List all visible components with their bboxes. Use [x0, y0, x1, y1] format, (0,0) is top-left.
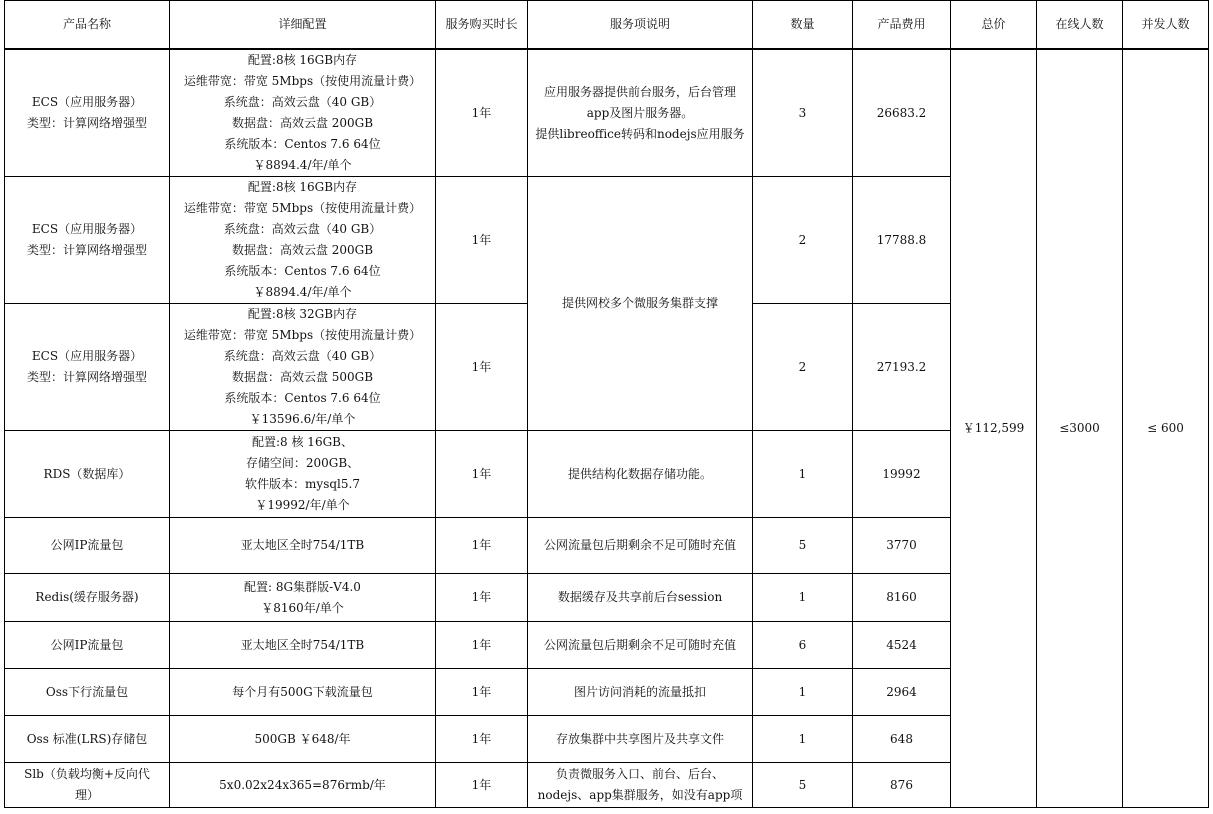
header-total-price: 总价 — [951, 1, 1037, 50]
table-row — [5, 49, 1209, 177]
header-duration: 服务购买时长 — [436, 1, 528, 50]
quantity-cell: 6 — [753, 622, 853, 669]
header-cost: 产品费用 — [853, 1, 951, 50]
product-name-cell: Slb（负载均衡+反向代 理） — [5, 763, 170, 808]
quantity-cell: 1 — [753, 716, 853, 763]
header-product-name: 产品名称 — [5, 1, 170, 50]
cost-cell: 4524 — [853, 622, 951, 669]
total-price-cell: ￥112,599 — [951, 49, 1037, 808]
duration-cell: 1年 — [436, 716, 528, 763]
duration-cell: 1年 — [436, 304, 528, 431]
header-row — [5, 1, 1209, 50]
cost-cell: 8160 — [853, 574, 951, 622]
service-cell: 提供结构化数据存储功能。 — [528, 431, 753, 518]
product-name-cell: ECS（应用服务器） 类型：计算网络增强型 — [5, 49, 170, 177]
duration-cell: 1年 — [436, 431, 528, 518]
duration-cell: 1年 — [436, 763, 528, 808]
quantity-cell: 1 — [753, 431, 853, 518]
config-cell: 500GB ￥648/年 — [170, 716, 436, 763]
product-name-cell: ECS（应用服务器） 类型：计算网络增强型 — [5, 304, 170, 431]
product-name-cell: Redis(缓存服务器) — [5, 574, 170, 622]
config-cell: 配置:8核 16GB内存 运维带宽：带宽 5Mbps（按使用流量计费） 系统盘：高效云盘（40 GB） 数据盘：高效云盘 200GB 系统版本：Centos 7.6 64位 ￥8894.4/年/单个 — [170, 49, 436, 177]
pricing-table — [4, 0, 1209, 808]
product-name-cell: RDS（数据库） — [5, 431, 170, 518]
product-name-cell: Oss下行流量包 — [5, 669, 170, 716]
service-cell: 图片访问消耗的流量抵扣 — [528, 669, 753, 716]
quantity-cell: 1 — [753, 574, 853, 622]
duration-cell: 1年 — [436, 49, 528, 177]
header-config: 详细配置 — [170, 1, 436, 50]
duration-cell: 1年 — [436, 669, 528, 716]
config-cell: 5x0.02x24x365=876rmb/年 — [170, 763, 436, 808]
cost-cell: 27193.2 — [853, 304, 951, 431]
duration-cell: 1年 — [436, 574, 528, 622]
quantity-cell: 5 — [753, 518, 853, 574]
cost-cell: 3770 — [853, 518, 951, 574]
product-name-cell: 公网IP流量包 — [5, 622, 170, 669]
service-cell: 负责微服务入口、前台、后台、 nodejs、app集群服务，如没有app项 — [528, 763, 753, 808]
duration-cell: 1年 — [436, 622, 528, 669]
header-quantity: 数量 — [753, 1, 853, 50]
service-cell: 公网流量包后期剩余不足可随时充值 — [528, 518, 753, 574]
header-online-users: 在线人数 — [1037, 1, 1123, 50]
config-cell: 亚太地区全时754/1TB — [170, 622, 436, 669]
config-cell: 亚太地区全时754/1TB — [170, 518, 436, 574]
product-name-cell: Oss 标准(LRS)存储包 — [5, 716, 170, 763]
service-cell: 提供网校多个微服务集群支撑 — [528, 177, 753, 431]
service-cell: 公网流量包后期剩余不足可随时充值 — [528, 622, 753, 669]
config-cell: 配置: 8G集群版-V4.0 ￥8160年/单个 — [170, 574, 436, 622]
product-name-cell: 公网IP流量包 — [5, 518, 170, 574]
config-cell: 配置:8 核 16GB、 存储空间：200GB、 软件版本：mysql5.7 ￥19992/年/单个 — [170, 431, 436, 518]
service-cell: 存放集群中共享图片及共享文件 — [528, 716, 753, 763]
service-cell: 应用服务器提供前台服务，后台管理 app及图片服务器。 提供libreoffice转码和nodejs应用服务 — [528, 49, 753, 177]
quantity-cell: 1 — [753, 669, 853, 716]
concurrent-users-cell: ≤ 600 — [1123, 49, 1209, 808]
product-name-cell: ECS（应用服务器） 类型：计算网络增强型 — [5, 177, 170, 304]
online-users-cell: ≤3000 — [1037, 49, 1123, 808]
header-concurrent-users: 并发人数 — [1123, 1, 1209, 50]
cost-cell: 876 — [853, 763, 951, 808]
cost-cell: 648 — [853, 716, 951, 763]
config-cell: 配置:8核 16GB内存 运维带宽：带宽 5Mbps（按使用流量计费） 系统盘：高效云盘（40 GB） 数据盘：高效云盘 200GB 系统版本：Centos 7.6 64位 ￥8894.4/年/单个 — [170, 177, 436, 304]
header-service: 服务项说明 — [528, 1, 753, 50]
config-cell: 配置:8核 32GB内存 运维带宽：带宽 5Mbps（按使用流量计费） 系统盘：高效云盘（40 GB） 数据盘：高效云盘 500GB 系统版本：Centos 7.6 64位 ￥13596.6/年/单个 — [170, 304, 436, 431]
quantity-cell: 5 — [753, 763, 853, 808]
config-cell: 每个月有500G下载流量包 — [170, 669, 436, 716]
cost-cell: 19992 — [853, 431, 951, 518]
service-cell: 数据缓存及共享前后台session — [528, 574, 753, 622]
duration-cell: 1年 — [436, 177, 528, 304]
quantity-cell: 2 — [753, 177, 853, 304]
cost-cell: 2964 — [853, 669, 951, 716]
quantity-cell: 2 — [753, 304, 853, 431]
cost-cell: 17788.8 — [853, 177, 951, 304]
cost-cell: 26683.2 — [853, 49, 951, 177]
quantity-cell: 3 — [753, 49, 853, 177]
duration-cell: 1年 — [436, 518, 528, 574]
